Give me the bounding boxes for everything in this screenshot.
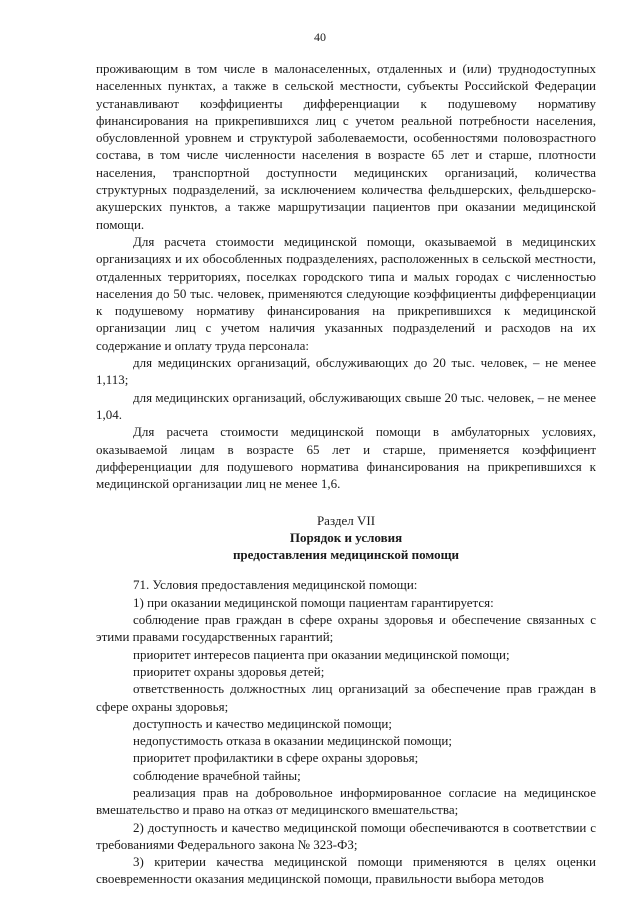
paragraph: Для расчета стоимости медицинской помощи, оказываемой в медицинских организациях и их обособленных подразделениях, расположенных в сельской местности, отдаленных территориях, поселках городского типа и малых городах с численностью населения до 50 тыс. человек, применяются следующие коэффициенты дифференциации к подушевому нормативу финансирования на прикрепившихся к медицинской организации лиц с учетом наличия указанных подразделений и расходов на их содержание и оплату труда персонала: [96, 233, 596, 353]
paragraph: для медицинских организаций, обслуживающих до 20 тыс. человек, – не менее 1,113; [96, 355, 596, 388]
paragraph: проживающим в том числе в малонаселенных, отдаленных и (или) труднодоступных населенных пунктах, а также в сельской местности, субъекты Российской Федерации устанавливают коэффициенты дифференциации к подушевому нормативу финансирования на прикрепившихся лиц с учетом реальной потребности населения, обусловленной уровнем и структурой заболеваемости, особенностями половозрастного состава, в том числе численности населения в возрасте 65 лет и старше, плотности населения, транспортной доступности медицинских организаций, количества структурных подразделений, за исключением количества фельдшерских, фельдшерско-акушерских пунктов, а также маршрутизации пациентов при оказании медицинской помощи. [96, 61, 596, 232]
section-title-line1: Порядок и условия [289, 530, 403, 546]
paragraph: 2) доступность и качество медицинской помощи обеспечиваются в соответствии с требованиями Федерального закона № 323-ФЗ; [96, 819, 596, 852]
section-title-line2: предоставления медицинской помощи [232, 547, 460, 563]
section-header [96, 512, 596, 563]
paragraph: 3) критерии качества медицинской помощи применяются в целях оценки своевременности оказания медицинской помощи, правильности выбора методов [96, 854, 596, 887]
page-number: 40 [314, 30, 326, 44]
paragraph: Для расчета стоимости медицинской помощи в амбулаторных условиях, оказываемой лицам в возрасте 65 лет и старше, применяется коэффициент дифференциации для подушевого норматива финансирования на прикрепившихся к медицинской организации лиц не менее 1,6. [96, 424, 596, 492]
paragraph: для медицинских организаций, обслуживающих свыше 20 тыс. человек, – не менее 1,04. [96, 389, 596, 422]
paragraph: соблюдение прав граждан в сфере охраны здоровья и обеспечение связанных с этими правами государственных гарантий; [96, 612, 596, 645]
document-body [96, 60, 596, 888]
section-label: Раздел VII [316, 513, 376, 529]
paragraph: доступность и качество медицинской помощи; [133, 715, 392, 731]
paragraph: приоритет интересов пациента при оказании медицинской помощи; [133, 646, 510, 662]
paragraphs-top [96, 60, 596, 492]
paragraph: 1) при оказании медицинской помощи пациентам гарантируется: [133, 594, 494, 610]
paragraph: ответственность должностных лиц организаций за обеспечение прав граждан в сфере охраны здоровья; [96, 681, 596, 714]
paragraph: реализация прав на добровольное информированное согласие на медицинское вмешательство и право на отказ от медицинского вмешательства; [96, 784, 596, 818]
paragraphs-bottom [96, 576, 596, 887]
paragraph: приоритет профилактики в сфере охраны здоровья; [133, 750, 419, 766]
paragraph: приоритет охраны здоровья детей; [133, 663, 325, 679]
paragraph: недопустимость отказа в оказании медицинской помощи; [133, 733, 452, 749]
paragraph: 71. Условия предоставления медицинской помощи: [133, 577, 418, 593]
paragraph: соблюдение врачебной тайны; [133, 767, 301, 783]
